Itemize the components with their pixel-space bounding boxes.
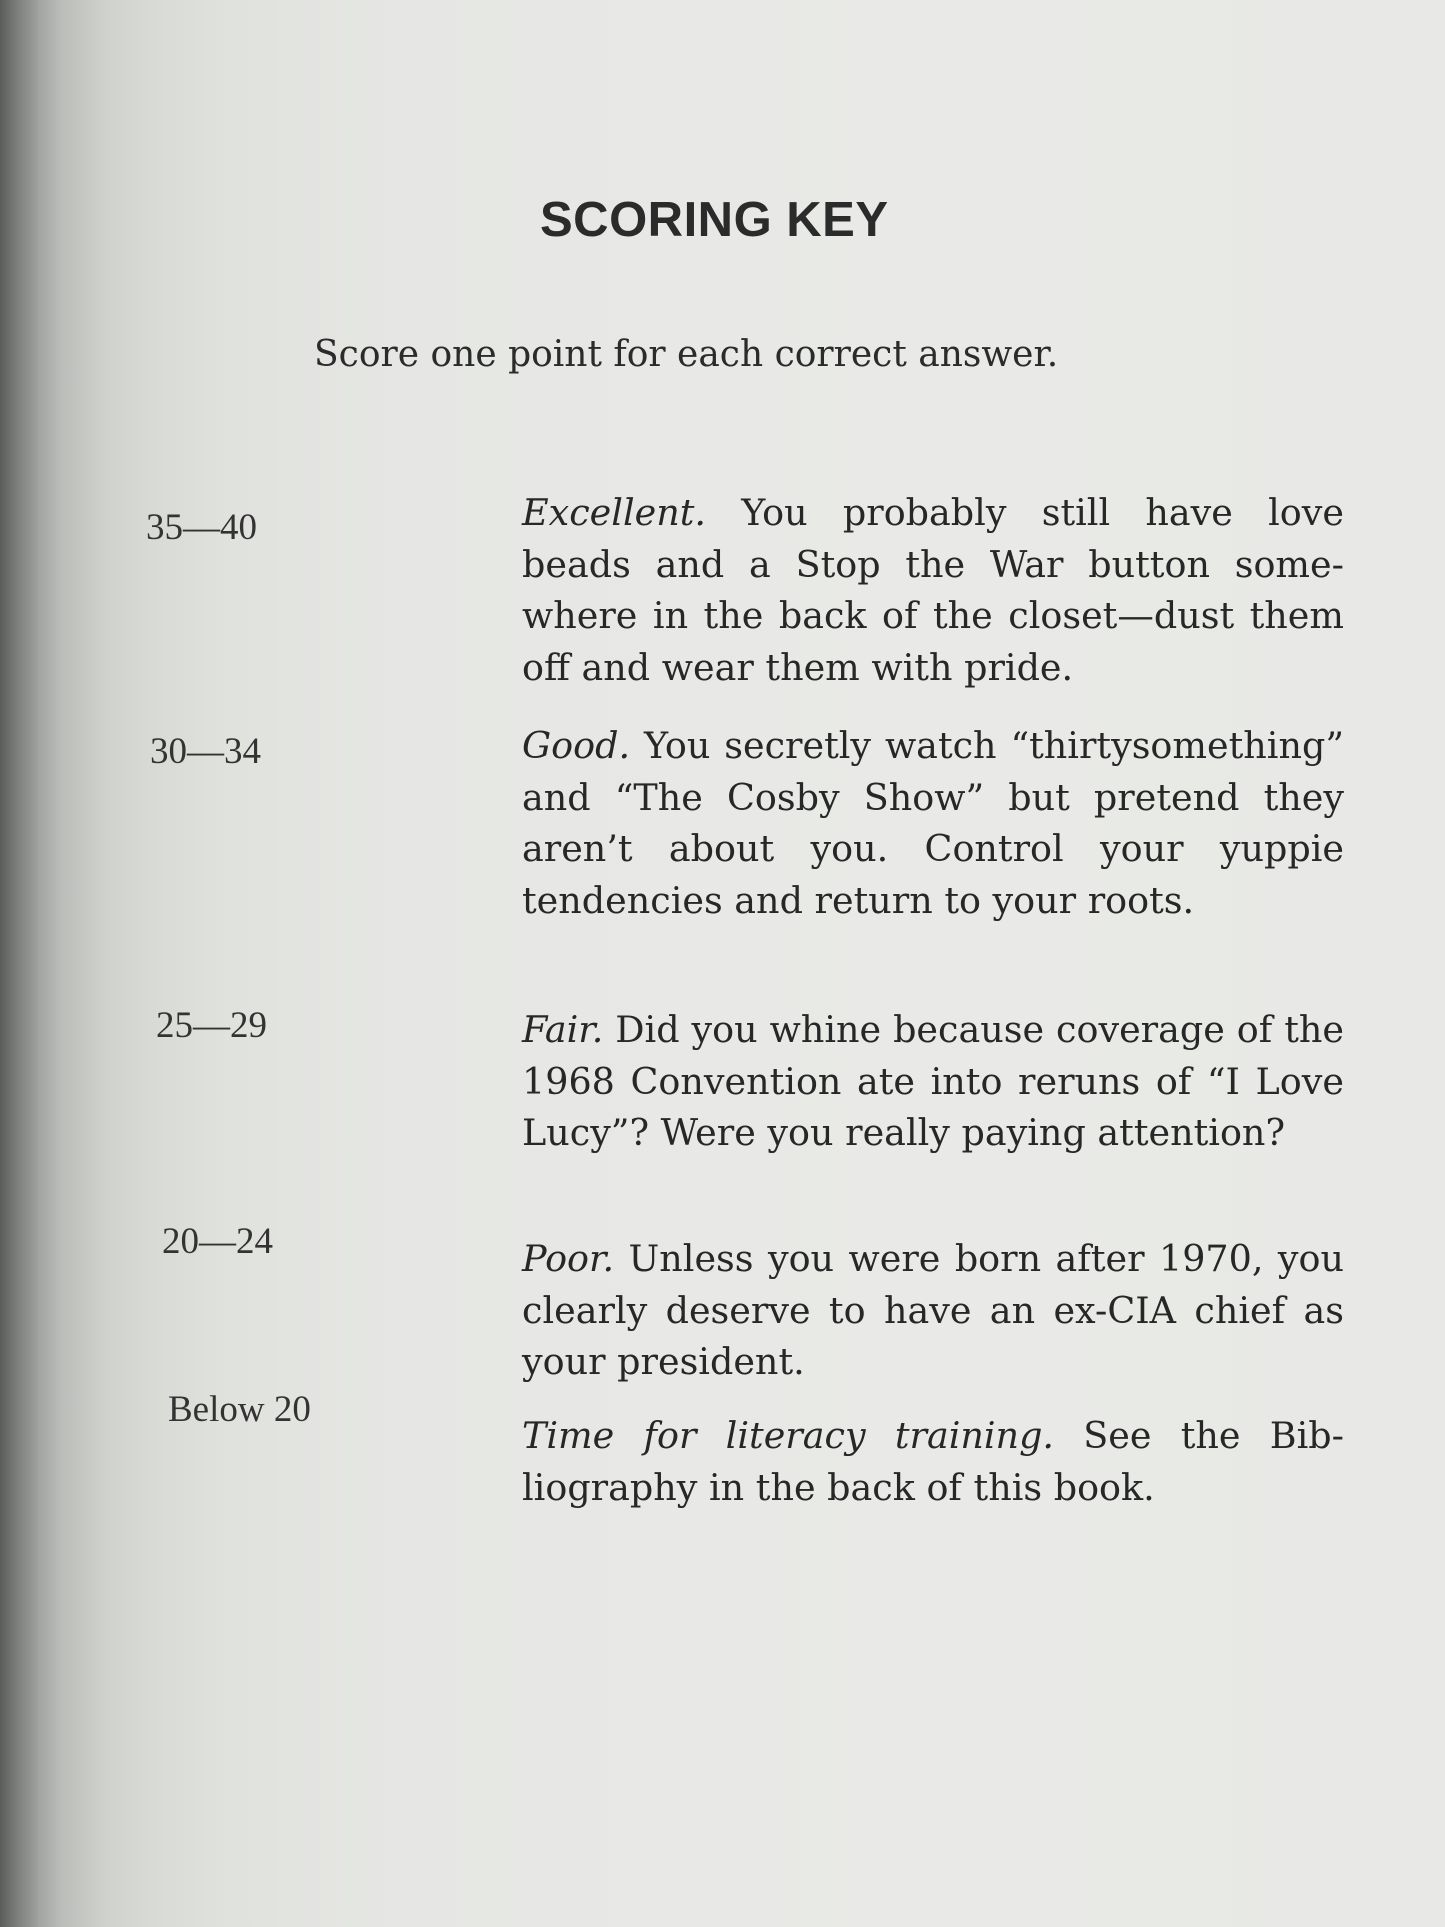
score-description	[522, 720, 1344, 926]
score-description	[522, 1410, 1344, 1513]
score-range: 20—24	[162, 1221, 273, 1262]
score-rating: Good.	[522, 724, 631, 767]
scoring-instruction: Score one point for each correct answer.	[314, 334, 1059, 375]
score-rating: Time for literacy training.	[522, 1414, 1055, 1457]
score-range: 35—40	[146, 507, 257, 548]
score-range: 30—34	[150, 731, 261, 772]
score-description	[522, 487, 1344, 693]
score-text: You probably still have love beads and a Stop the War button somewhere in the back of the closet—dust them off and wear them with pride.	[522, 491, 1344, 689]
score-rating: Poor.	[522, 1237, 615, 1280]
score-description	[522, 1233, 1344, 1388]
score-text: You secretly watch “thirtysomething” and “The Cosby Show” but pretend they aren’t about you. Control your yuppie tendencies and return to your roots.	[522, 724, 1344, 922]
score-rating: Excellent.	[522, 491, 706, 534]
page-title: SCORING KEY	[540, 193, 889, 247]
score-rating: Fair.	[522, 1008, 604, 1051]
score-range: 25—29	[156, 1005, 267, 1046]
score-range: Below 20	[168, 1389, 311, 1430]
score-text: Did you whine because coverage of the 1968 Convention ate into reruns of “I Love Lucy”? Were you really paying attention?	[522, 1008, 1344, 1154]
score-text: Unless you were born after 1970, you clearly deserve to have an ex-CIA chief as your president.	[522, 1237, 1344, 1383]
score-text: See the Bibliography in the back of this book.	[522, 1414, 1344, 1509]
score-description	[522, 1004, 1344, 1159]
book-gutter-edge	[0, 0, 38, 1927]
